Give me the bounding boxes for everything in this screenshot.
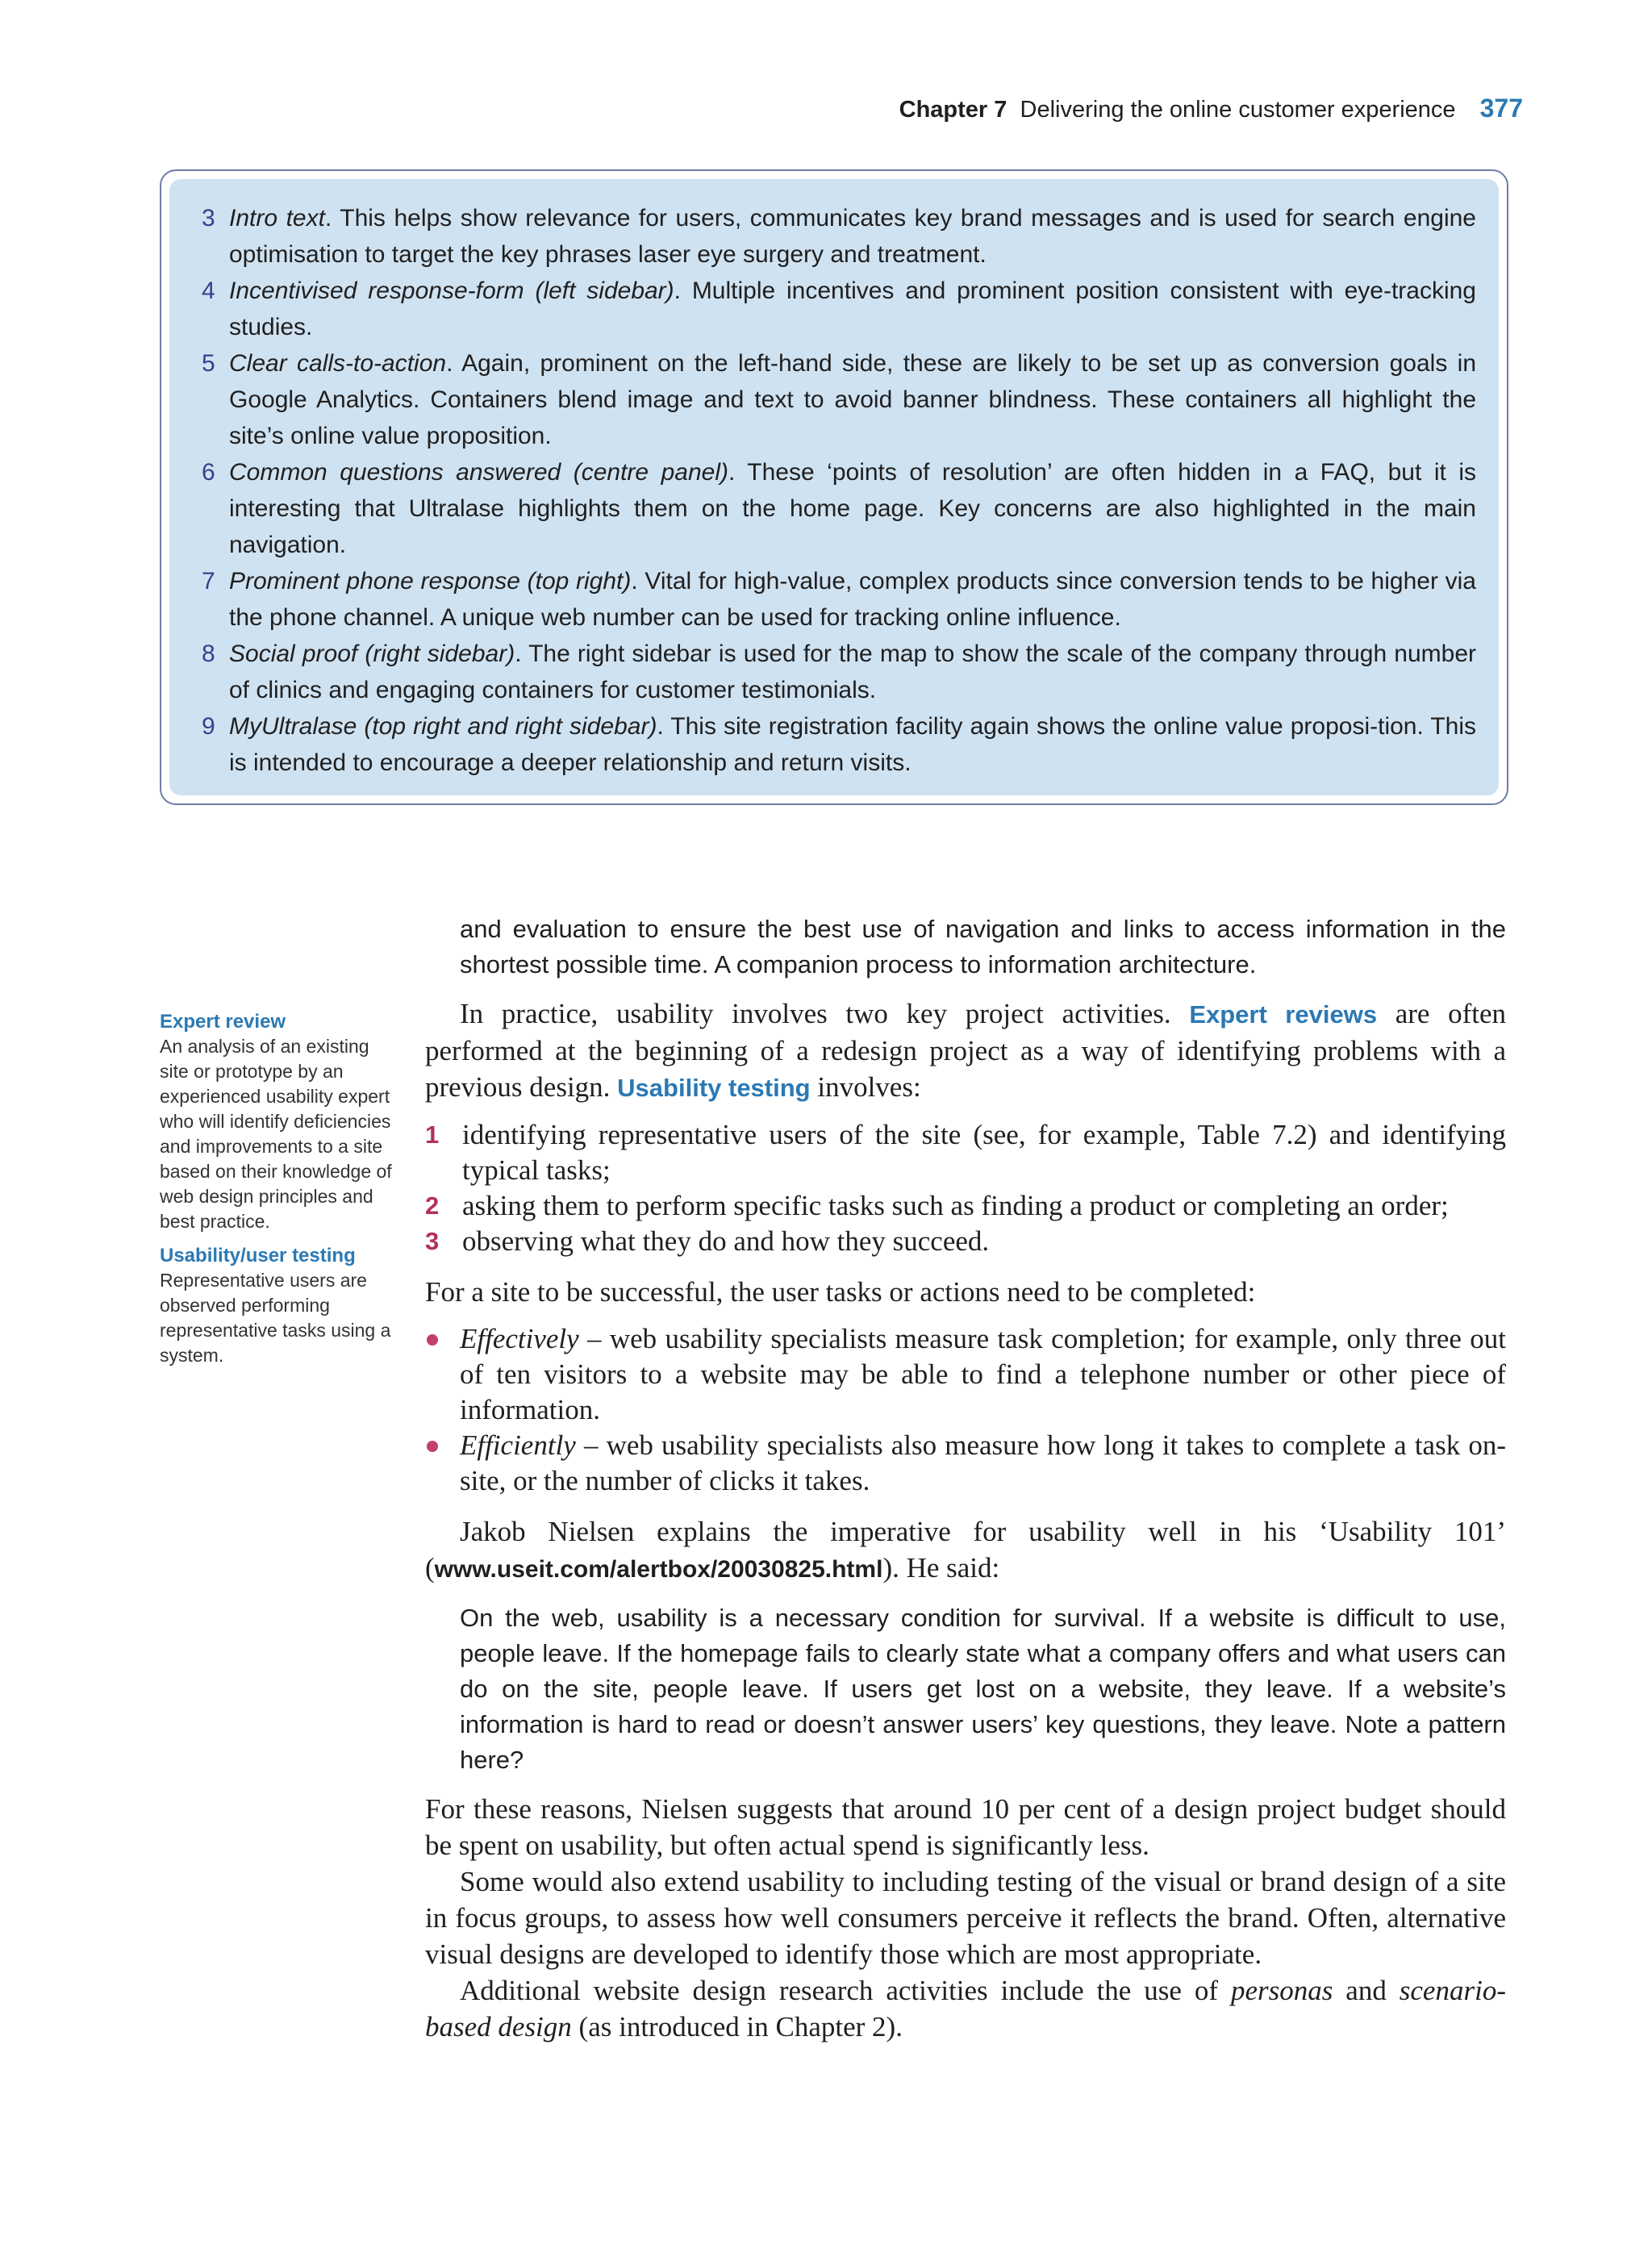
glossary-definition: Representative users are observed performing representative tasks using a system. <box>160 1270 391 1366</box>
paragraph-usability-activities <box>425 995 1506 1106</box>
case-item-number: 3 <box>202 205 215 232</box>
bullet-icon <box>427 1334 438 1346</box>
case-item-number: 4 <box>202 277 215 304</box>
case-item-text: . This helps show relevance for users, communicates key brand messages and is used for search engine optimisation to target the key phrases laser eye surgery and treatment. <box>229 205 1476 268</box>
bullet-term: Effectively <box>460 1323 579 1354</box>
nielsen-quote: On the web, usability is a necessary condition for survival. If a website is difficult to use, people leave. If the homepage fails to clearly state what a company offers and what users can do on the site, people leave. If users get lost on a website, they leave. If a website’s information is hard to read or doesn’t answer users’ key questions, they leave. Note a pattern here? <box>460 1604 1506 1774</box>
case-list-item <box>190 273 1476 345</box>
case-item-number: 6 <box>202 459 215 486</box>
text-run: involves: <box>810 1071 921 1103</box>
case-list-item <box>190 563 1476 636</box>
nielsen-url: www.useit.com/alertbox/20030825.html <box>434 1556 883 1583</box>
testing-steps-list <box>425 1117 1506 1259</box>
list-item <box>425 1117 1506 1188</box>
text-run: In practice, usability involves two key project activities. <box>460 998 1190 1029</box>
case-item-text: . Vital for high-value, complex products since conversion tends to be higher via the phone channel. A unique web number can be used for tracking online influence. <box>229 568 1476 631</box>
text-italic: scenario-based design <box>425 1975 1506 2043</box>
case-list-item <box>190 454 1476 563</box>
bullet-text: – web usability specialists also measure how long it takes to complete a task on-site, or the number of clicks it takes. <box>460 1429 1506 1496</box>
list-number: 3 <box>425 1227 440 1255</box>
text-run: Jakob Nielsen explains the imperative for usability well in his ‘Usability 101’ ( <box>425 1516 1506 1584</box>
text-run: ). He said: <box>882 1552 1000 1584</box>
case-study-content <box>169 179 1499 795</box>
text-run: and <box>1333 1975 1400 2006</box>
case-item-number: 9 <box>202 713 215 740</box>
paragraph-nielsen <box>425 1513 1506 1588</box>
glossary-entry-usability-testing <box>160 1244 394 1368</box>
case-item-number: 7 <box>202 568 215 595</box>
case-item-label: Incentivised response-form (left sidebar) <box>229 277 674 304</box>
paragraph-brand-design: Some would also extend usability to including testing of the visual or brand design of a site in focus groups, to assess how well consumers perceive it reflects the brand. Often, alternative visual designs are developed to identify those which are most appropriate. <box>425 1866 1506 1970</box>
page-number: 377 <box>1479 94 1523 123</box>
list-text: observing what they do and how they succeed. <box>462 1225 990 1257</box>
case-list-item <box>190 200 1476 273</box>
glossary-term: Usability/user testing <box>160 1245 356 1266</box>
list-number: 2 <box>425 1191 440 1220</box>
bullet-icon <box>427 1441 438 1452</box>
case-item-label: Social proof (right sidebar) <box>229 641 515 667</box>
text-run: are often performed at the beginning of a redesign project as a way of identifying problems with a previous design. <box>425 998 1506 1103</box>
chapter-label: Chapter 7 <box>899 97 1007 123</box>
case-item-label: Common questions answered (centre panel) <box>229 459 728 486</box>
case-item-number: 8 <box>202 641 215 667</box>
list-item <box>425 1428 1506 1499</box>
case-item-label: Intro text <box>229 205 325 232</box>
list-item <box>425 1188 1506 1224</box>
glossary-term: Expert review <box>160 1011 286 1033</box>
keyword-usability-testing: Usability testing <box>617 1074 811 1102</box>
case-item-text: . These ‘points of resolution’ are often hidden in a FAQ, but it is interesting that Ultralase highlights them on the home page. Key concerns are also highlighted in the main navigation. <box>229 459 1476 558</box>
definition-continuation: and evaluation to ensure the best use of navigation and links to access information in the shortest possible time. A companion process to information architecture. <box>460 915 1506 979</box>
bullet-term: Efficiently <box>460 1429 576 1461</box>
bullet-text: – web usability specialists measure task completion; for example, only three out of ten visitors to a website may be able to find a telephone number or other piece of information. <box>460 1323 1506 1425</box>
case-item-label: Prominent phone response (top right) <box>229 568 632 595</box>
list-text: asking them to perform specific tasks such as finding a product or completing an order; <box>462 1190 1449 1221</box>
case-item-text: . Multiple incentives and prominent position consistent with eye-tracking studies. <box>229 277 1476 340</box>
case-study-box <box>160 169 1508 805</box>
list-number: 1 <box>425 1120 440 1149</box>
paragraph-budget: For these reasons, Nielsen suggests that around 10 per cent of a design project budget should be spent on usability, but often actual spend is significantly less. <box>425 1793 1506 1861</box>
main-text <box>425 912 1506 2045</box>
case-item-text: . The right sidebar is used for the map to show the scale of the company through number of clinics and engaging containers for customer testimonials. <box>229 641 1476 703</box>
chapter-title: Delivering the online customer experience <box>1020 97 1456 123</box>
keyword-expert-reviews: Expert reviews <box>1189 1000 1378 1029</box>
paragraph-success-criteria: For a site to be successful, the user tasks or actions need to be completed: <box>425 1276 1256 1308</box>
case-item-text: . Again, prominent on the left-hand side, these are likely to be set up as conversion goals in Google Analytics. Containers blend image and text to avoid banner blindness. These containers all highlight the site’s online value proposition. <box>229 350 1476 449</box>
criteria-bullet-list <box>425 1321 1506 1499</box>
margin-glossary <box>160 1010 394 1378</box>
case-item-text: . This site registration facility again shows the online value proposi-tion. This is intended to encourage a deeper relationship and return visits. <box>229 713 1477 776</box>
glossary-definition: An analysis of an existing site or prototype by an experienced usability expert who will identify deficiencies and improvements to a site based on their knowledge of web design principles and best practice. <box>160 1036 392 1232</box>
running-header <box>899 94 1523 123</box>
list-text: identifying representative users of the site (see, for example, Table 7.2) and identifying typical tasks; <box>462 1119 1506 1186</box>
text-run: (as introduced in Chapter 2). <box>571 2011 903 2043</box>
paragraph-research-activities <box>425 1972 1506 2045</box>
case-item-label: Clear calls-to-action <box>229 350 447 377</box>
text-run: Additional website design research activities include the use of <box>460 1975 1231 2006</box>
text-italic: personas <box>1230 1975 1333 2006</box>
case-list-item <box>190 345 1476 454</box>
case-list-item <box>190 636 1476 708</box>
list-item <box>425 1321 1506 1428</box>
case-item-label: MyUltralase (top right and right sidebar) <box>229 713 657 740</box>
case-item-number: 5 <box>202 350 215 377</box>
list-item <box>425 1224 1506 1259</box>
glossary-entry-expert-review <box>160 1010 394 1234</box>
case-list-item <box>190 708 1476 781</box>
